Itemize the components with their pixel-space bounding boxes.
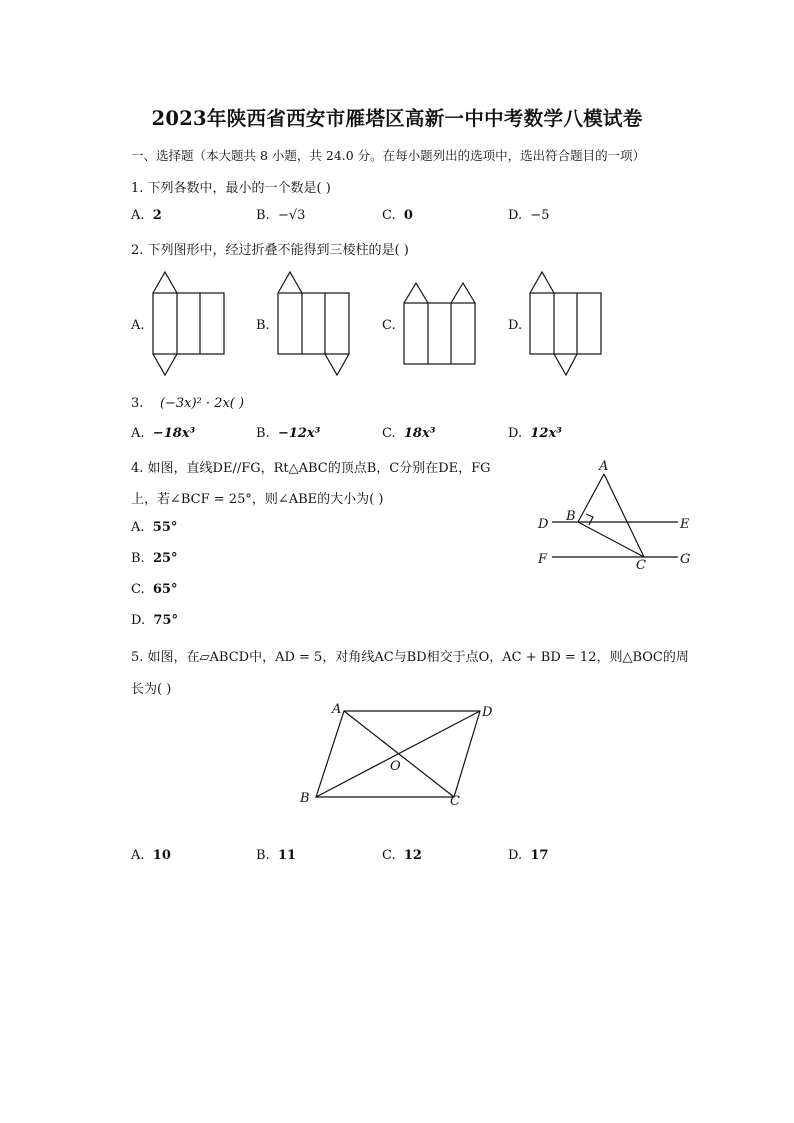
q4-geometry-figure [530,456,700,576]
option-value: 17 [530,848,549,863]
label-c: C [450,794,460,809]
option-value: 65° [152,582,178,597]
q1-option-b[interactable] [256,208,305,223]
option-label: D. [508,426,523,441]
option-value: 12x³ [530,426,562,441]
q1-option-c[interactable] [382,208,413,223]
label-b: B [566,509,576,524]
net-figure-b[interactable] [275,268,353,378]
net-figure-d[interactable] [527,268,605,378]
label-c: C [636,558,646,573]
label-a: A [332,702,342,717]
option-value: −18x³ [152,426,196,441]
q3-number: 3. [131,396,144,411]
option-label: B. [131,551,145,566]
q1-option-d[interactable] [508,208,550,223]
option-value: −12x³ [277,426,321,441]
section-heading: 一、选择题（本大题共 8 小题，共 24.0 分。在每小题列出的选项中，选出符合题目的一项） [131,148,646,163]
q5-option-c[interactable] [382,848,422,863]
right-angle-mark [586,514,593,525]
option-value: 75° [153,613,178,628]
label-f: F [538,552,548,567]
diagonal-bd [316,711,480,797]
option-label: A. [131,520,145,535]
option-value: −√3 [277,208,306,223]
exam-title: 2023年陕西省西安市雁塔区高新一中中考数学八模试卷 [151,107,643,130]
option-label: A. [131,848,145,863]
option-value: −5 [530,208,550,223]
q1-option-a[interactable] [131,208,162,223]
segment-ac [604,474,644,557]
label-d: D [538,517,549,532]
net-figure-c[interactable] [401,280,479,368]
label-d: D [482,705,493,720]
option-label: C. [382,426,396,441]
q5-option-b[interactable] [256,848,296,863]
net-figure-a[interactable] [150,268,228,378]
q4-option-c[interactable] [131,582,177,597]
q1-stem: 1. 下列各数中，最小的一个数是( ) [131,181,331,196]
q5-stem-line1: 5. 如图，在▱ABCD中，AD = 5，对角线AC与BD相交于点O，AC + BD = 12，则△BOC的周 [131,650,689,665]
label-o: O [390,759,401,774]
option-label: B. [256,208,270,223]
label-b: B [300,791,310,806]
label-e: E [680,517,690,532]
q3-option-c[interactable] [382,426,435,441]
option-label: D. [508,848,523,863]
q2-option-a-label[interactable]: A. [131,318,145,333]
q3-option-d[interactable] [508,426,562,441]
q4-option-d[interactable] [131,613,178,628]
q5-stem-line2: 长为( ) [131,682,172,697]
option-value: 18x³ [403,426,436,441]
q5-parallelogram-figure [295,698,505,813]
option-label: C. [131,582,145,597]
option-label: D. [131,613,146,628]
option-label: D. [508,208,523,223]
label-g: G [680,552,691,567]
q3-stem [131,396,244,411]
q3-expression: (−3x)² · 2x( ) [159,396,245,411]
option-value: 25° [152,551,178,566]
option-value: 12 [403,848,422,863]
q3-option-a[interactable] [131,426,195,441]
option-value: 55° [152,520,178,535]
q4-option-b[interactable] [131,551,178,566]
q5-option-d[interactable] [508,848,548,863]
q4-stem-line1: 4. 如图，直线DE//FG，Rt△ABC的顶点B，C分别在DE，FG [131,461,491,476]
option-label: B. [256,426,270,441]
q2-option-d-label[interactable]: D. [508,318,523,333]
option-value: 11 [277,848,297,863]
option-label: C. [382,208,396,223]
q2-option-b-label[interactable]: B. [256,318,270,333]
option-value: 2 [152,208,162,223]
q2-stem: 2. 下列图形中，经过折叠不能得到三棱柱的是( ) [131,243,409,258]
q4-stem-line2: 上，若∠BCF = 25°，则∠ABE的大小为( ) [131,492,384,507]
option-value: 0 [403,208,413,223]
option-value: 10 [152,848,171,863]
label-a: A [599,459,609,474]
q3-option-b[interactable] [256,426,320,441]
q5-option-a[interactable] [131,848,171,863]
option-label: A. [131,208,145,223]
segment-bc [578,522,644,557]
option-label: A. [131,426,145,441]
q4-option-a[interactable] [131,520,177,535]
q2-option-c-label[interactable]: C. [382,318,396,333]
option-label: B. [256,848,270,863]
segment-ab [578,474,604,522]
option-label: C. [382,848,396,863]
